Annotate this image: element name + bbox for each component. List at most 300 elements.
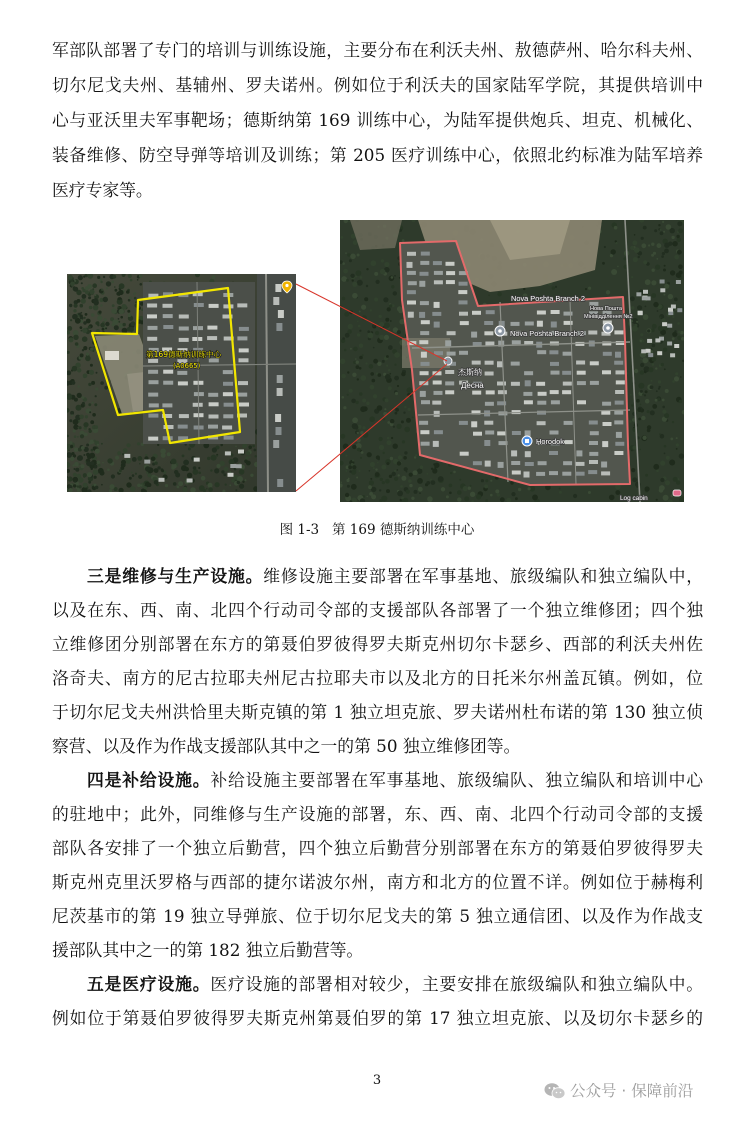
tree-texture: [632, 326, 638, 332]
tree-texture: [95, 387, 98, 390]
building-mark: [179, 414, 189, 418]
building-mark: [601, 471, 610, 475]
tree-texture: [645, 486, 650, 491]
building-mark: [525, 430, 531, 436]
tree-texture: [395, 392, 398, 395]
tree-texture: [93, 469, 99, 475]
tree-texture: [649, 367, 654, 372]
building-mark: [636, 292, 641, 296]
tree-texture: [69, 419, 72, 422]
tree-texture: [74, 447, 79, 452]
tree-texture: [352, 417, 358, 423]
tree-texture: [82, 336, 88, 342]
tree-texture: [77, 385, 79, 387]
building-mark: [589, 441, 598, 445]
tree-texture: [86, 461, 91, 466]
tree-texture: [352, 373, 356, 377]
tree-texture: [211, 275, 215, 279]
building-mark: [421, 362, 430, 366]
map-pin-icon: [495, 326, 505, 336]
tree-texture: [373, 347, 375, 349]
tree-texture: [100, 281, 102, 283]
tree-texture: [680, 376, 682, 378]
section-first-line: [52, 967, 703, 1001]
tree-texture: [387, 440, 392, 445]
tree-texture: [73, 429, 76, 432]
tree-texture: [344, 312, 349, 317]
tree-texture: [95, 486, 99, 490]
tree-texture: [97, 276, 100, 279]
building-mark: [550, 431, 559, 435]
tree-texture: [638, 395, 640, 397]
tree-texture: [357, 448, 361, 452]
tree-texture: [406, 418, 411, 423]
building-mark: [163, 304, 173, 308]
tree-texture: [119, 309, 124, 314]
building-mark: [421, 400, 430, 404]
tree-texture: [368, 485, 372, 489]
tree-texture: [88, 326, 91, 329]
tree-texture: [650, 410, 655, 415]
building-mark: [446, 280, 455, 284]
building-mark: [511, 450, 517, 456]
tree-texture: [188, 447, 191, 450]
tree-texture: [367, 332, 373, 338]
tree-texture: [408, 479, 412, 483]
tree-texture: [347, 253, 350, 256]
tree-texture: [118, 318, 120, 320]
building-mark: [551, 371, 560, 375]
tree-texture: [109, 484, 114, 489]
building-mark: [616, 370, 625, 374]
building-mark: [239, 358, 249, 362]
section-text: 补给设施主要部署在军事基地、旅级编队、独立编队和培训中心: [210, 770, 703, 790]
building-mark: [124, 454, 130, 458]
tree-texture: [82, 294, 87, 299]
tree-texture: [175, 277, 177, 279]
tree-texture: [370, 462, 375, 467]
tree-texture: [106, 287, 108, 289]
tree-texture: [372, 324, 375, 327]
building-mark: [537, 321, 543, 327]
tree-texture: [81, 299, 86, 304]
tree-texture: [94, 476, 97, 479]
tree-texture: [511, 492, 515, 496]
tree-texture: [676, 272, 682, 278]
tree-texture: [647, 329, 650, 332]
tree-texture: [211, 455, 217, 461]
tree-texture: [350, 254, 356, 260]
building-mark: [615, 352, 621, 358]
tree-texture: [345, 493, 349, 497]
satellite-image-left: [67, 274, 296, 492]
tree-texture: [100, 323, 105, 328]
building-mark: [498, 390, 507, 394]
tree-texture: [381, 465, 386, 470]
tree-texture: [357, 280, 363, 286]
tree-texture: [370, 385, 375, 390]
tree-texture: [659, 488, 664, 493]
tree-texture: [71, 414, 73, 416]
tree-texture: [193, 466, 197, 470]
tree-texture: [640, 333, 643, 336]
tree-texture: [418, 487, 423, 492]
tree-texture: [495, 489, 499, 493]
tree-texture: [370, 478, 372, 480]
tree-texture: [636, 321, 638, 323]
tree-texture: [135, 301, 137, 303]
section-text: 医疗设施的部署相对较少，主要安排在旅级编队和独立编队中。: [210, 974, 703, 994]
tree-texture: [100, 304, 102, 306]
text-line: 于切尔尼戈夫州洪恰里夫斯克镇的第 1 独立坦克旅、罗夫诺州杜布诺的第 130 独立侦: [52, 702, 703, 722]
tree-texture: [386, 489, 390, 493]
building-mark: [421, 252, 430, 256]
building-mark: [472, 391, 481, 395]
tree-texture: [470, 492, 475, 497]
tree-texture: [640, 363, 644, 367]
tree-texture: [414, 490, 418, 494]
building-mark: [564, 421, 573, 425]
building-mark: [224, 403, 234, 407]
tree-texture: [409, 473, 413, 477]
building-mark: [459, 300, 468, 304]
tree-texture: [244, 479, 246, 481]
tree-texture: [394, 470, 396, 472]
tree-texture: [77, 436, 79, 438]
tree-texture: [656, 390, 658, 392]
tree-texture: [386, 462, 389, 465]
tree-texture: [457, 490, 462, 495]
tree-texture: [224, 467, 229, 472]
building-mark: [473, 461, 482, 465]
tree-texture: [664, 445, 667, 448]
tree-texture: [390, 373, 392, 375]
tree-texture: [121, 304, 127, 310]
tree-texture: [72, 314, 78, 320]
building-mark: [148, 370, 158, 374]
building-mark: [178, 425, 188, 429]
tree-texture: [666, 456, 670, 460]
tree-texture: [375, 472, 380, 477]
building-mark: [432, 312, 441, 316]
building-mark: [677, 308, 682, 312]
tree-texture: [140, 484, 142, 486]
figure-caption: 图 1-3 第 169 德斯纳训练中心: [279, 522, 475, 538]
tree-texture: [225, 484, 227, 486]
tree-texture: [641, 243, 646, 248]
building-mark: [163, 370, 173, 374]
building-mark: [668, 311, 673, 315]
building-mark: [537, 401, 546, 405]
building-mark: [551, 310, 560, 314]
tree-texture: [75, 468, 79, 472]
tree-texture: [73, 424, 78, 429]
tree-texture: [360, 375, 366, 381]
building-mark: [275, 284, 281, 292]
wechat-icon: [544, 1082, 566, 1100]
tree-texture: [407, 387, 413, 393]
tree-texture: [214, 447, 217, 450]
tree-texture: [129, 297, 132, 300]
tree-texture: [510, 481, 514, 485]
tree-texture: [80, 353, 84, 357]
tree-texture: [670, 438, 673, 441]
building-mark: [163, 381, 173, 385]
tree-texture: [352, 293, 358, 299]
tree-texture: [404, 406, 407, 409]
tree-texture: [69, 337, 74, 342]
tree-texture: [138, 475, 142, 479]
building-mark: [237, 393, 247, 397]
tree-texture: [144, 486, 147, 489]
tree-texture: [157, 444, 159, 446]
tree-texture: [97, 316, 102, 321]
tree-texture: [377, 405, 383, 411]
tree-texture: [400, 485, 403, 488]
tree-texture: [137, 456, 142, 461]
building-mark: [446, 262, 455, 266]
tree-texture: [388, 346, 392, 350]
building-mark: [163, 325, 173, 329]
tree-texture: [366, 402, 370, 406]
building-mark: [667, 324, 672, 328]
tree-texture: [80, 304, 84, 308]
building-mark: [562, 371, 571, 375]
tree-texture: [342, 262, 345, 265]
building-mark: [458, 290, 467, 294]
tree-texture: [404, 467, 408, 471]
tree-texture: [633, 446, 637, 450]
tree-texture: [382, 418, 385, 421]
tree-texture: [89, 453, 95, 459]
tree-texture: [363, 426, 366, 429]
tree-texture: [111, 308, 116, 313]
tree-texture: [669, 460, 675, 466]
building-mark: [486, 310, 495, 314]
building-mark: [419, 340, 428, 344]
tree-texture: [651, 243, 654, 246]
tree-texture: [206, 488, 208, 490]
tree-texture: [177, 486, 180, 489]
tree-texture: [631, 306, 635, 310]
tree-texture: [387, 437, 390, 440]
tree-texture: [426, 473, 428, 475]
tree-texture: [449, 484, 453, 488]
tree-texture: [89, 306, 93, 310]
building-mark: [434, 430, 443, 434]
building-mark: [179, 338, 189, 342]
tree-texture: [645, 279, 651, 285]
building-mark: [277, 388, 283, 396]
building-mark: [498, 462, 504, 468]
tree-texture: [83, 422, 88, 427]
tree-texture: [93, 440, 95, 442]
tree-texture: [426, 481, 430, 485]
tree-texture: [672, 332, 677, 337]
branch-label: Nova Poshta Branch 2: [510, 329, 584, 338]
tree-texture: [645, 399, 650, 404]
tree-texture: [602, 262, 605, 265]
tree-texture: [83, 454, 85, 456]
tree-texture: [397, 306, 402, 311]
tree-texture: [645, 306, 647, 308]
tree-texture: [385, 318, 389, 322]
building-mark: [641, 349, 646, 353]
tree-texture: [87, 472, 92, 477]
tree-texture: [629, 420, 632, 423]
building-mark: [562, 472, 571, 476]
tree-texture: [89, 430, 92, 433]
tree-texture: [431, 480, 436, 485]
building-mark: [459, 282, 468, 286]
tree-texture: [348, 221, 350, 223]
building-mark: [471, 421, 477, 427]
building-mark: [278, 310, 284, 318]
tree-texture: [132, 457, 137, 462]
place-label-log-cabin: Log cabin: [620, 495, 648, 502]
tree-texture: [382, 360, 385, 363]
tree-texture: [659, 433, 661, 435]
tree-texture: [670, 270, 675, 275]
tree-texture: [393, 426, 395, 428]
tree-texture: [178, 481, 183, 486]
building-mark: [179, 315, 189, 319]
tree-texture: [403, 412, 405, 414]
tree-texture: [80, 312, 82, 314]
tree-texture: [404, 427, 410, 433]
tree-texture: [430, 478, 432, 480]
tree-texture: [672, 421, 674, 423]
tree-texture: [137, 279, 139, 281]
tree-texture: [484, 484, 488, 488]
tree-texture: [118, 297, 121, 300]
tree-texture: [675, 309, 677, 311]
building-mark: [576, 462, 585, 466]
tree-texture: [343, 406, 346, 409]
building-mark: [588, 470, 597, 474]
tree-texture: [664, 284, 669, 289]
text-line: 斯克州克里沃罗格与西部的捷尔诺波尔州，南方和北方的位置不详。例如位于赫梅利: [52, 872, 703, 892]
building-mark: [525, 462, 534, 466]
tree-texture: [500, 497, 505, 502]
tree-texture: [379, 315, 382, 318]
tree-texture: [420, 465, 424, 469]
tree-texture: [78, 275, 83, 280]
tree-texture: [246, 451, 250, 455]
building-mark: [273, 297, 279, 305]
tree-texture: [676, 448, 678, 450]
tree-texture: [359, 356, 363, 360]
tree-texture: [656, 258, 658, 260]
tree-texture: [441, 487, 445, 491]
building-mark: [576, 472, 585, 476]
tree-texture: [658, 326, 663, 331]
tree-texture: [401, 372, 405, 376]
tree-texture: [131, 321, 136, 326]
tree-texture: [366, 362, 368, 364]
tree-texture: [609, 495, 615, 501]
building-mark: [537, 311, 546, 315]
tree-texture: [147, 473, 151, 477]
building-mark: [459, 312, 468, 316]
building-mark: [230, 464, 236, 468]
tree-texture: [673, 477, 678, 482]
tree-texture: [111, 281, 114, 284]
building-mark: [614, 330, 623, 334]
tree-texture: [663, 348, 667, 352]
building-mark: [538, 392, 547, 396]
building-mark: [148, 437, 158, 441]
building-mark: [147, 304, 157, 308]
text-line: 部队各安排了一个独立后勤营，四个独立后勤营分别部署在东方的第聂伯罗彼得罗夫: [52, 838, 703, 858]
tree-texture: [485, 499, 488, 502]
tree-texture: [356, 438, 361, 443]
tree-texture: [369, 480, 374, 485]
text-line: 切尔尼戈夫州、基辅州、罗夫诺州。例如位于利沃夫的国家陆军学院，其提供培训中: [52, 75, 703, 95]
building-mark: [646, 349, 651, 353]
tree-texture: [74, 481, 76, 483]
tree-texture: [385, 398, 389, 402]
tree-texture: [417, 478, 423, 484]
tree-texture: [392, 472, 396, 476]
tree-texture: [655, 367, 657, 369]
tree-texture: [415, 454, 417, 456]
tree-texture: [656, 499, 658, 501]
tree-texture: [356, 365, 360, 369]
building-mark: [511, 322, 520, 326]
tree-texture: [130, 486, 135, 491]
building-mark: [660, 280, 665, 284]
building-mark: [239, 327, 249, 331]
tree-texture: [383, 452, 385, 454]
building-mark: [671, 305, 676, 309]
tree-texture: [97, 444, 99, 446]
tree-texture: [69, 304, 72, 307]
building-mark: [224, 436, 234, 440]
tree-texture: [438, 476, 444, 482]
tree-texture: [642, 357, 648, 363]
tree-texture: [135, 473, 137, 475]
tree-texture: [390, 457, 393, 460]
text-line: 立维修团分别部署在东方的第聂伯罗彼得罗夫斯克州切尔卡瑟乡、西部的利沃夫州佐: [52, 634, 703, 654]
tree-texture: [235, 489, 237, 491]
tree-texture: [171, 459, 177, 465]
training-center-label: 第169德斯纳训练中心: [146, 350, 222, 359]
building-mark: [408, 281, 417, 285]
tree-texture: [70, 411, 74, 415]
tree-texture: [214, 468, 219, 473]
tree-texture: [399, 277, 401, 279]
tree-texture: [362, 315, 367, 320]
tree-texture: [343, 444, 349, 450]
tree-texture: [350, 348, 352, 350]
tree-texture: [356, 361, 359, 364]
tree-texture: [341, 374, 346, 379]
building-mark: [164, 425, 174, 429]
tree-texture: [201, 476, 206, 481]
tree-texture: [115, 456, 119, 460]
tree-texture: [528, 487, 531, 490]
tree-texture: [216, 464, 220, 468]
tree-texture: [630, 394, 632, 396]
building-mark: [484, 331, 493, 335]
tree-texture: [387, 421, 390, 424]
tree-texture: [112, 275, 116, 279]
building-mark: [238, 381, 248, 385]
tree-texture: [70, 319, 72, 321]
building-mark: [614, 411, 623, 415]
tree-texture: [476, 494, 481, 499]
